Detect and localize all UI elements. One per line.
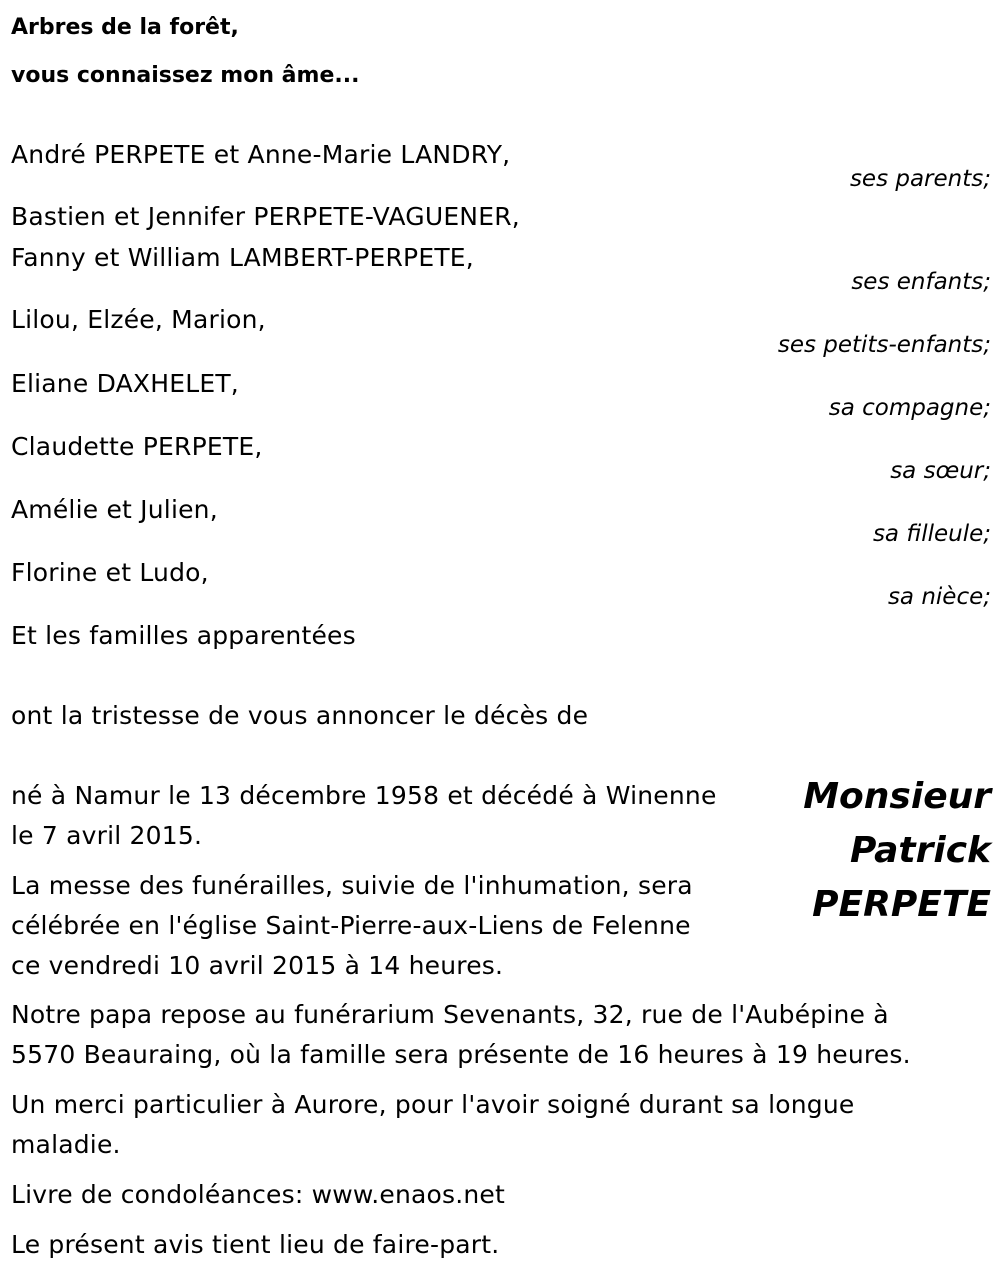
family-niece-relation: sa nièce; [887, 584, 991, 610]
family-children-names-1: Bastien et Jennifer PERPETE-VAGUENER, [11, 202, 520, 231]
family-parents-relation: ses parents; [849, 166, 991, 192]
family-children-names-2: Fanny et William LAMBERT-PERPETE, [11, 243, 474, 272]
deceased-last-name: PERPETE [812, 884, 991, 925]
family-sister-name: Claudette PERPETE, [11, 432, 263, 461]
family-children-relation: ses enfants; [851, 269, 991, 295]
family-companion-relation: sa compagne; [828, 395, 991, 421]
birth-death-line-1: né à Namur le 13 décembre 1958 et décédé à Winenne [11, 781, 717, 810]
thanks-line-1: Un merci particulier à Aurore, pour l'avoir soigné durant sa longue [11, 1090, 855, 1119]
thanks-line-2: maladie. [11, 1130, 121, 1159]
resting-place-line-1: Notre papa repose au funérarium Sevenants, 32, rue de l'Aubépine à [11, 1000, 889, 1029]
birth-death-line-2: le 7 avril 2015. [11, 821, 203, 850]
announcement-text: ont la tristesse de vous annoncer le décès de [11, 701, 589, 730]
mass-line-1: La messe des funérailles, suivie de l'inhumation, sera [11, 871, 693, 900]
related-families: Et les familles apparentées [11, 621, 356, 650]
deceased-name [751, 770, 991, 932]
mass-line-2: célébrée en l'église Saint-Pierre-aux-Liens de Felenne [11, 911, 691, 940]
family-niece-names: Florine et Ludo, [11, 558, 209, 587]
mass-line-3: ce vendredi 10 avril 2015 à 14 heures. [11, 951, 504, 980]
family-sister-relation: sa sœur; [890, 458, 991, 484]
deceased-title: Monsieur [803, 776, 991, 817]
resting-place-line-2: 5570 Beauraing, où la famille sera présente de 16 heures à 19 heures. [11, 1040, 911, 1069]
poem-line-2: vous connaissez mon âme... [11, 63, 360, 88]
poem-line-1: Arbres de la forêt, [11, 15, 239, 40]
family-parents-names: André PERPETE et Anne-Marie LANDRY, [11, 140, 511, 169]
family-goddaughter-names: Amélie et Julien, [11, 495, 218, 524]
family-grandchildren-names: Lilou, Elzée, Marion, [11, 305, 266, 334]
deceased-first-name: Patrick [850, 830, 991, 871]
condolences-book: Livre de condoléances: www.enaos.net [11, 1180, 506, 1209]
family-goddaughter-relation: sa filleule; [872, 521, 991, 547]
family-companion-name: Eliane DAXHELET, [11, 369, 239, 398]
obituary-notice [11, 0, 991, 1279]
notice-text: Le présent avis tient lieu de faire-part. [11, 1230, 500, 1259]
family-grandchildren-relation: ses petits-enfants; [777, 332, 991, 358]
